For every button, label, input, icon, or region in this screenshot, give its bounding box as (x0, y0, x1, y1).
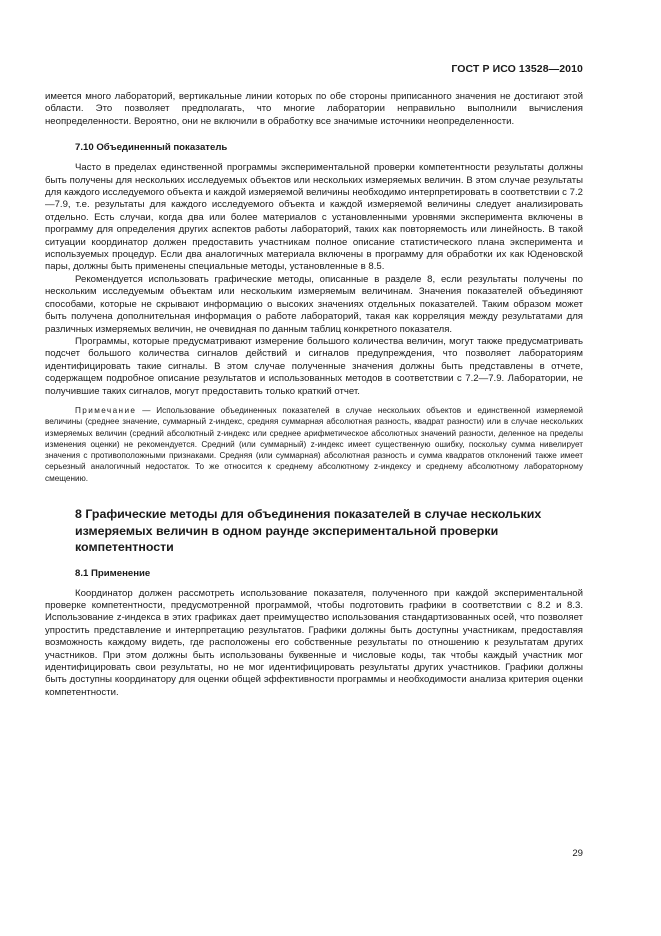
section-7-10-paragraph-1: Часто в пределах единственной программы экспериментальной проверки компетентности результаты должны быть получены для нескольких исследуемых объектов или нескольких измеряемых величин. В этом случае результаты для каждого исследуемого объекта и каждой измеряемой величины необходимо интерпретировать в соответствии с 7.2—7.9, т.е. результаты для каждого исследуемого объекта и каждой измеряемой величины следует анализировать отдельно. Есть случаи, когда два или более материалов с установленными уровнями эксперимента включены в программу для определения других аспектов работы лабораторий, таких как повторяемость или линейность. В такой ситуации координатор должен предоставить участникам полное описание статистического плана эксперимента и используемых процедур. Если два аналогичных материала включены в программу для обработки их как Юденовской пары, должны быть применены специальные методы, установленные в 8.5. (45, 162, 583, 273)
note-block (45, 405, 583, 484)
section-8-heading: 8 Графические методы для объединения показателей в случае нескольких измеряемых величин в одном раунде экспериментальной проверки компетентности (75, 507, 542, 555)
section-7-10-paragraph-3: Программы, которые предусматривают измерение большого количества величин, могут также предусматривать подсчет большого количества сигналов действий и сигналов предупреждения, что позволяет лабораториям идентифицировать такие сигналы. В этом случае полученные значения должны быть представлены в отчете, содержащем подробное описание результатов и использованных методов в соответствии с 7.2—7.9. Лаборатории, не получившие таких сигналов, могут предоставить только краткий отчет. (45, 335, 583, 397)
page-body (45, 91, 583, 699)
note-label: Примечание (75, 405, 137, 415)
note-text: — Использование объединенных показателей в случае нескольких объектов и единственной измеряемой величины (среднее значение, суммарный z-индекс, средняя суммарная абсолютная разность, квадрат разности) или в случае нескольких измеряемых величин (средний абсолютный z-индекс или среднее арифметическое абсолютных значений разности, деленное на пределы изменения оценки) не рекомендуется. Средний (или суммарный) z-индекс имеет существенную ошибку, поскольку сумма нивелирует значения с противоположными признаками. Средняя (или суммарная) абсолютная разность и сумма квадратов отклонений также имеет серьезный аналогичный недостаток. То же относится к среднему абсолютному z-индексу и среднему абсолютному лабораторному смещению. (45, 405, 583, 483)
document-code-header: ГОСТ Р ИСО 13528—2010 (451, 63, 583, 75)
section-8-1-heading: 8.1 Применение (75, 567, 151, 579)
intro-paragraph: имеется много лабораторий, вертикальные линии которых по обе стороны приписанного значения не достигают этой области. Это позволяет предполагать, что многие лаборатории неправильно выполнили вычисления неопределенности. Вероятно, они не включили в обработку все значимые источники неопределенности. (45, 91, 583, 127)
page-number: 29 (572, 848, 583, 859)
section-7-10-heading: 7.10 Объединенный показатель (75, 142, 228, 154)
section-8-1-paragraph: Координатор должен рассмотреть использование показателя, полученного при каждой экспериментальной проверке компетентности, предусмотренной программой, чтобы подготовить графики в соответствии с 8.2 и 8.3. Использование z-индекса в этих графиках дает преимущество использования стандартизованных осей, что позволяет упростить представление и интерпретацию результатов. Графики должны быть доступны участникам, предоставляя возможность каждому видеть, где расположены его собственные результаты по отношению к результатам других участников. При этом должны быть использованы буквенные и числовые коды, так чтобы каждый участник мог идентифицировать свои результаты, но не мог идентифицировать результаты других участников. Графики должны быть доступны координатору для оценки общей эффективности программы и необходимости анализа критерия оценки компетентности. (45, 587, 583, 698)
section-7-10-paragraph-2: Рекомендуется использовать графические методы, описанные в разделе 8, если результаты получены по нескольким исследуемым объектам или нескольким измеряемым величинам. Значения показателей объединяют способами, которые не скрывают информацию о высоких значениях отдельных показателей. Таким образом может быть получена дополнительная информация о работе лабораторий, такая как корреляция между результатами для различных измеряемых величин, не очевидная по данным таблиц конкретного показателя. (45, 273, 583, 335)
